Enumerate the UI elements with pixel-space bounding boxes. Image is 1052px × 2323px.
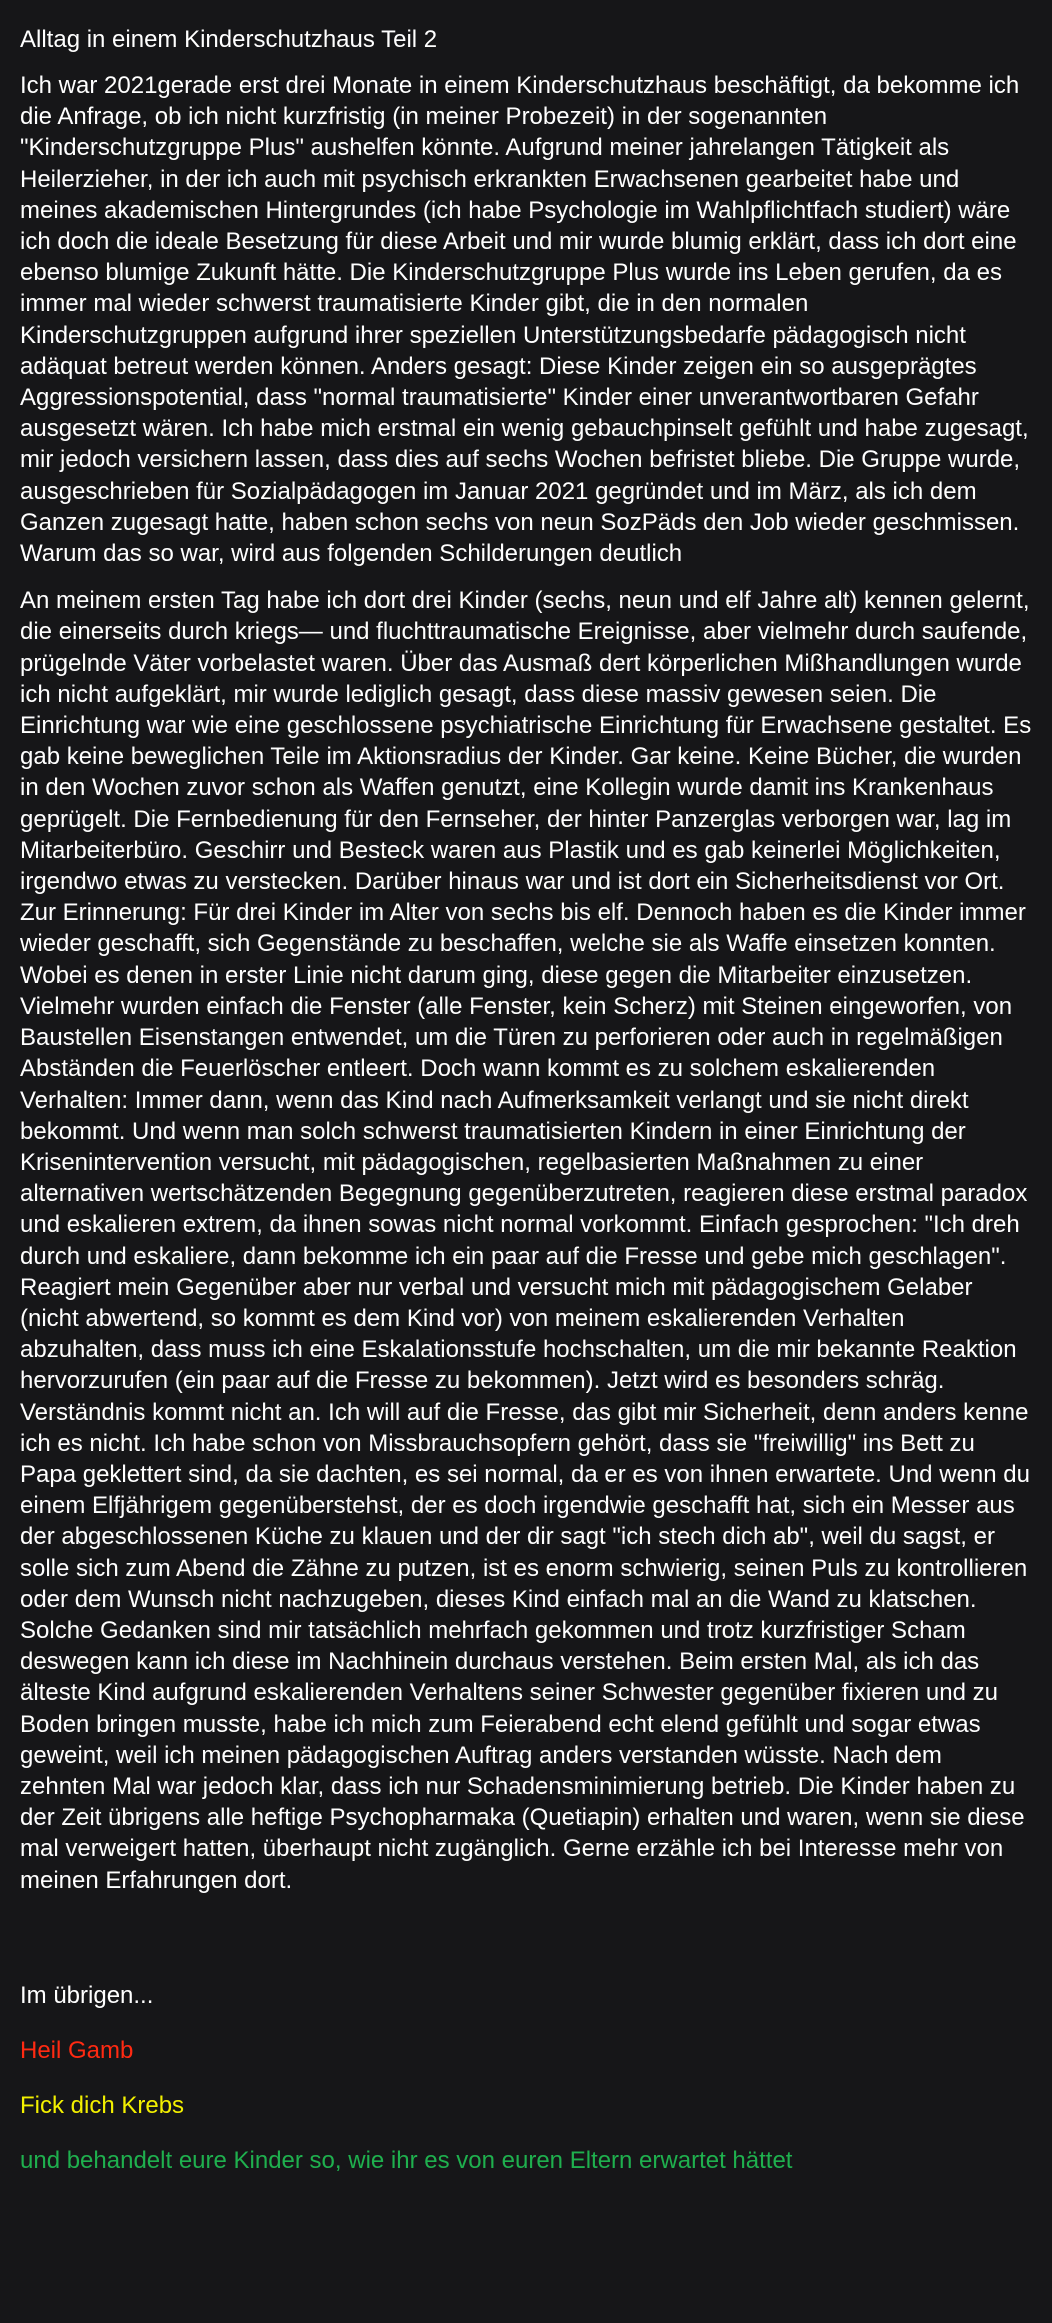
footer-line-red: Heil Gamb	[20, 2036, 134, 2064]
post-paragraph-1: Ich war 2021gerade erst drei Monate in einem Kinderschutzhaus beschäftigt, da bekomme ich die Anfrage, ob ich nicht kurzfristig (in meiner Probezeit) in der sogenannten "Kinderschutzgruppe Plus" aushelfen könnte. Aufgrund meiner jahrelangen Tätigkeit als Heilerzieher, in der ich auch mit psychisch erkrankten Erwachsenen gearbeitet habe und meines akademischen Hintergrundes (ich habe Psychologie im Wahlpflichtfach studiert) wäre ich doch die ideale Besetzung für diese Arbeit und mir wurde blumig erklärt, dass ich dort eine ebenso blumige Zukunft hätte. Die Kinderschutzgruppe Plus wurde ins Leben gerufen, da es immer mal wieder schwerst traumatisierte Kinder gibt, die in den normalen Kinderschutzgruppen aufgrund ihrer speziellen Unterstützungsbedarfe pädagogisch nicht adäquat betreut werden können. Anders gesagt: Diese Kinder zeigen ein so ausgeprägtes Aggressionspotential, dass "normal traumatisierte" Kinder einer unverantwortbaren Gefahr ausgesetzt wären. Ich habe mich erstmal ein wenig gebauchpinselt gefühlt und habe zugesagt, mir jedoch versichern lassen, dass dies auf sechs Wochen befristet bliebe. Die Gruppe wurde, ausgeschrieben für Sozialpädagogen im Januar 2021 gegründet und im März, als ich dem Ganzen zugesagt hatte, haben schon sechs von neun SozPäds den Job wieder geschmissen. Warum das so war, wird aus folgenden Schilderungen deutlich	[20, 72, 1029, 568]
footer-line-yellow: Fick dich Krebs	[20, 2091, 185, 2119]
post-paragraph-2: An meinem ersten Tag habe ich dort drei Kinder (sechs, neun und elf Jahre alt) kennen gelernt, die einerseits durch kriegs— und fluchttraumatische Ereignisse, aber vielmehr durch saufende, prügelnde Väter vorbelastet waren. Über das Ausmaß dert körperlichen Mißhandlungen wurde ich nicht aufgeklärt, mir wurde lediglich gesagt, dass diese massiv gewesen seien. Die Einrichtung war wie eine geschlossene psychiatrische Einrichtung für Erwachsene gestaltet. Es gab keine beweglichen Teile im Aktionsradius der Kinder. Gar keine. Keine Bücher, die wurden in den Wochen zuvor schon als Waffen genutzt, eine Kollegin wurde damit ins Krankenhaus geprügelt. Die Fernbedienung für den Fernseher, der hinter Panzerglas verborgen war, lag im Mitarbeiterbüro. Geschirr und Besteck waren aus Plastik und es gab keinerlei Möglichkeiten, irgendwo etwas zu verstecken. Darüber hinaus war und ist dort ein Sicherheitsdienst vor Ort. Zur Erinnerung: Für drei Kinder im Alter von sechs bis elf. Dennoch haben es die Kinder immer wieder geschafft, sich Gegenstände zu beschaffen, welche sie als Waffe einsetzen konnten. Wobei es denen in erster Linie nicht darum ging, diese gegen die Mitarbeiter einzusetzen. Vielmehr wurden einfach die Fenster (alle Fenster, kein Scherz) mit Steinen eingeworfen, von Baustellen Eisenstangen entwendet, um die Türen zu perforieren oder auch in regelmäßigen Abständen die Feuerlöscher entleert. Doch wann kommt es zu solchem eskalierenden Verhalten: Immer dann, wenn das Kind nach Aufmerksamkeit verlangt und sie nicht direkt bekommt. Und wenn man solch schwerst traumatisierten Kindern in einer Einrichtung der Krisenintervention versucht, mit pädagogischen, regelbasierten Maßnahmen zu einer alternativen wertschätzenden Begegnung gegenüberzutreten, reagieren diese erstmal paradox und eskalieren extrem, da ihnen sowas nicht normal vorkommt. Einfach gesprochen: "Ich dreh durch und eskaliere, dann bekomme ich ein paar auf die Fresse und gebe mich geschlagen". Reagiert mein Gegenüber aber nur verbal und versucht mich mit pädagogischem Gelaber (nicht abwertend, so kommt es dem Kind vor) von meinem eskalierenden Verhalten abzuhalten, dass muss ich eine Eskalationsstufe hochschalten, um die mir bekannte Reaktion hervorzurufen (ein paar auf die Fresse zu bekommen). Jetzt wird es besonders schräg. Verständnis kommt nicht an. Ich will auf die Fresse, das gibt mir Sicherheit, denn anders kenne ich es nicht. Ich habe schon von Missbrauchsopfern gehört, dass sie "freiwillig" ins Bett zu Papa geklettert sind, da sie dachten, es sei normal, da er es von ihnen erwartete. Und wenn du einem Elfjährigem gegenüberstehst, der es doch irgendwie geschafft hat, sich ein Messer aus der abgeschlossenen Küche zu klauen und der dir sagt "ich stech dich ab", weil du sagst, er solle sich zum Abend die Zähne zu putzen, ist es enorm schwierig, seinen Puls zu kontrollieren oder dem Wunsch nicht nachzugeben, dieses Kind einfach mal an die Wand zu klatschen. Solche Gedanken sind mir tatsächlich mehrfach gekommen und trotz kurzfristiger Scham deswegen kann ich diese im Nachhinein durchaus verstehen. Beim ersten Mal, als ich das älteste Kind aufgrund eskalierenden Verhaltens seiner Schwester gegenüber fixieren und zu Boden bringen musste, habe ich mich zum Feierabend echt elend gefühlt und sogar etwas geweint, weil ich meinen pädagogischen Auftrag anders verstanden wüsste. Nach dem zehnten Mal war jedoch klar, dass ich nur Schadensminimierung betrieb. Die Kinder haben zu der Zeit übrigens alle heftige Psychopharmaka (Quetiapin) erhalten und waren, wenn sie diese mal verweigert hatten, überhaupt nicht zugänglich. Gerne erzähle ich bei Interesse mehr von meinen Erfahrungen dort.	[20, 587, 1032, 1894]
post-title: Alltag in einem Kinderschutzhaus Teil 2	[20, 26, 438, 53]
footer-intro: Im übrigen...	[20, 1981, 154, 2009]
footer-line-green: und behandelt eure Kinder so, wie ihr es von euren Eltern erwartet hättet	[20, 2146, 793, 2174]
spacer	[20, 1912, 1032, 1980]
